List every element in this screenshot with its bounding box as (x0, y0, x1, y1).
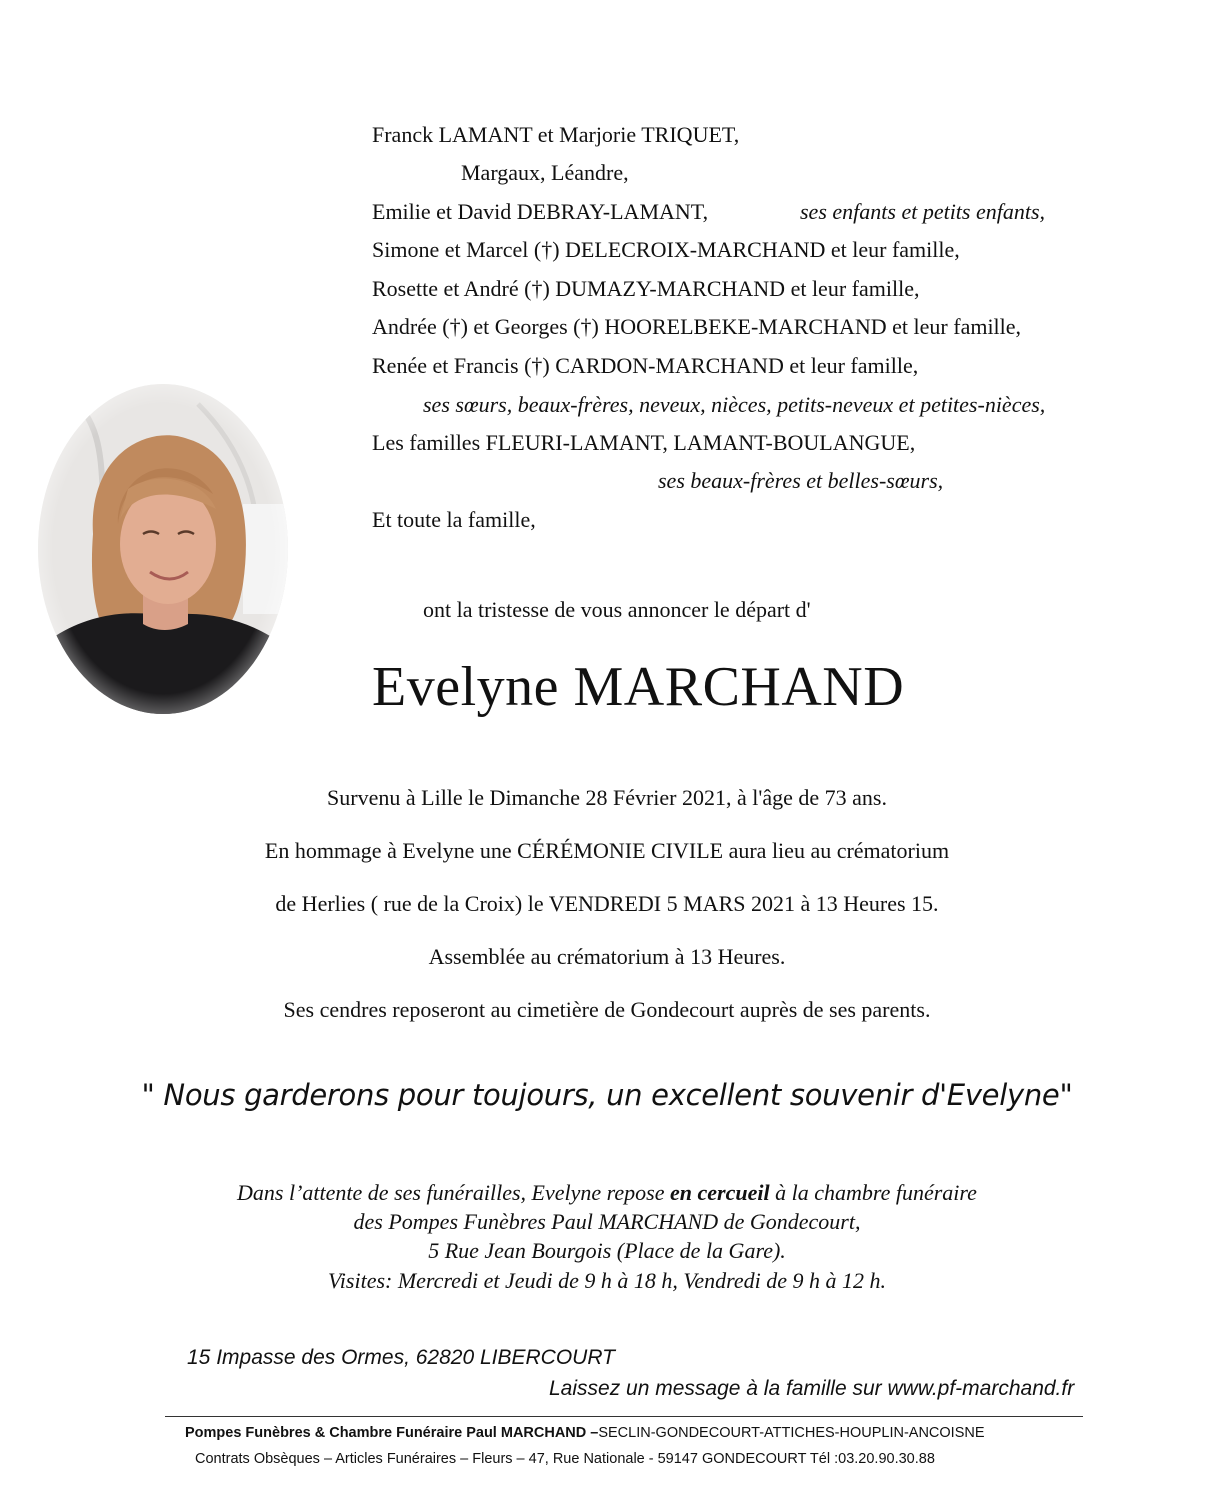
footer-company-locations: SECLIN-GONDECOURT-ATTICHES-HOUPLIN-ANCOISNE (598, 1425, 985, 1441)
family-line-3: Emilie et David DEBRAY-LAMANT, (372, 199, 709, 224)
family-address: 15 Impasse des Ormes, 62820 LIBERCOURT (187, 1346, 615, 1369)
repose-line-1 (0, 1178, 1214, 1208)
announcement-text: ont la tristesse de vous annoncer le départ d' (423, 597, 811, 622)
footer-company-name: Pompes Funèbres & Chambre Funéraire Paul MARCHAND – (185, 1425, 599, 1441)
family-line-5: Rosette et André (†) DUMAZY-MARCHAND et leur famille, (372, 276, 920, 301)
deceased-portrait (38, 384, 288, 714)
family-line-6: Andrée (†) et Georges (†) HOORELBEKE-MARCHAND et leur famille, (372, 314, 1022, 339)
note-inlaws: ses beaux-frères et belles-sœurs, (658, 468, 944, 493)
family-line-8: Les familles FLEURI-LAMANT, LAMANT-BOULANGUE, (372, 430, 916, 455)
footer-divider (165, 1416, 1083, 1417)
repose-text-a: Dans l’attente de ses funérailles, Evelyne repose (237, 1180, 670, 1205)
repose-line-4: Visites: Mercredi et Jeudi de 9 h à 18 h, Vendredi de 9 h à 12 h. (327, 1268, 886, 1293)
deceased-name: Evelyne MARCHAND (372, 656, 905, 718)
family-line-2: Margaux, Léandre, (461, 160, 629, 185)
repose-text-b: à la chambre funéraire (769, 1180, 977, 1205)
detail-line-1: Survenu à Lille le Dimanche 28 Février 2021, à l'âge de 73 ans. (327, 785, 887, 810)
detail-line-3: de Herlies ( rue de la Croix) le VENDREDI 5 MARS 2021 à 13 Heures 15. (275, 891, 939, 916)
repose-line-3: 5 Rue Jean Bourgois (Place de la Gare). (428, 1238, 786, 1263)
note-children: ses enfants et petits enfants, (800, 199, 1046, 224)
detail-line-2: En hommage à Evelyne une CÉRÉMONIE CIVILE aura lieu au crématorium (264, 838, 950, 863)
footer-contact: Contrats Obsèques – Articles Funéraires – Fleurs – 47, Rue Nationale - 59147 GONDECOURT Tél :03.20.90.30.88 (195, 1451, 935, 1467)
repose-line-2: des Pompes Funèbres Paul MARCHAND de Gondecourt, (353, 1209, 861, 1234)
note-siblings: ses sœurs, beaux-frères, neveux, nièces, petits-neveux et petites-nièces, (423, 392, 1046, 417)
message-link[interactable]: Laissez un message à la famille sur www.pf-marchand.fr (549, 1377, 1075, 1400)
family-line-9: Et toute la famille, (372, 507, 536, 532)
memorial-quote: " Nous garderons pour toujours, un excellent souvenir d'Evelyne" (141, 1078, 1073, 1112)
footer-company (185, 1425, 985, 1441)
repose-bold: en cercueil (670, 1180, 770, 1205)
detail-line-5: Ses cendres reposeront au cimetière de Gondecourt auprès de ses parents. (283, 997, 931, 1022)
family-line-7: Renée et Francis (†) CARDON-MARCHAND et leur famille, (372, 353, 919, 378)
family-line-4: Simone et Marcel (†) DELECROIX-MARCHAND et leur famille, (372, 237, 960, 262)
family-line-1: Franck LAMANT et Marjorie TRIQUET, (372, 122, 740, 147)
detail-line-4: Assemblée au crématorium à 13 Heures. (428, 944, 786, 969)
